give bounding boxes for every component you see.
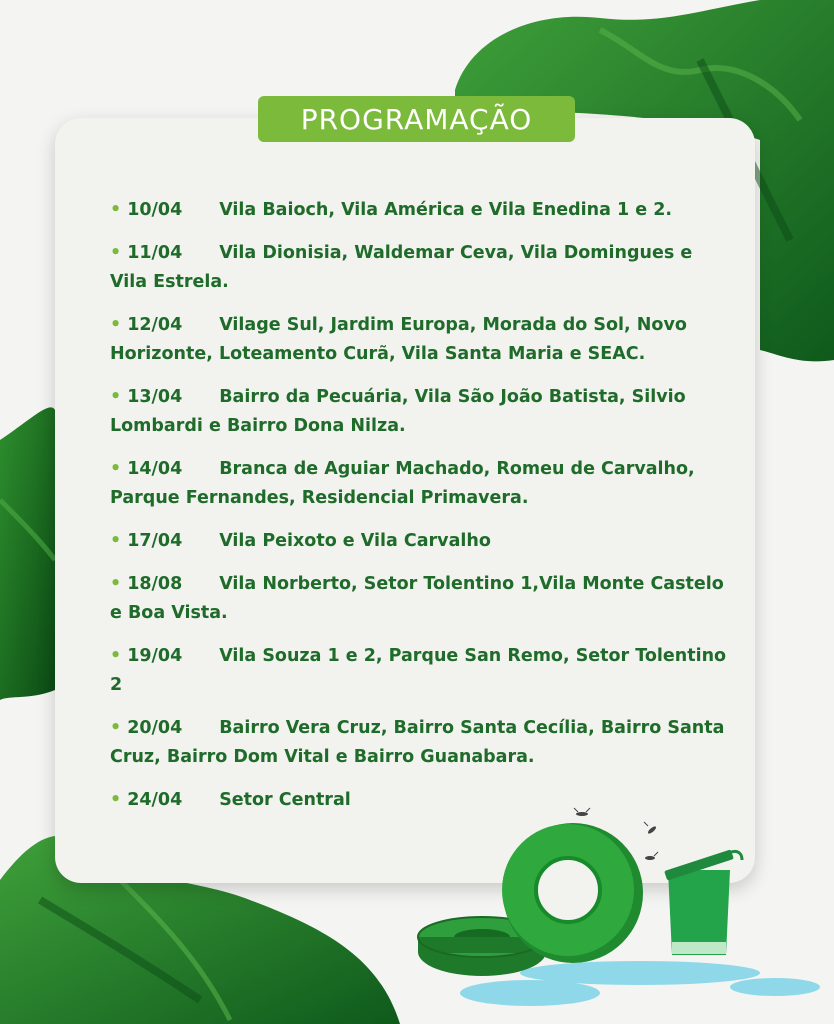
list-item bbox=[110, 196, 730, 225]
entry-places: Vila Dionisia, Waldemar Ceva, Vila Domingues e Vila Estrela. bbox=[110, 243, 693, 292]
entry-places: Vila Baioch, Vila América e Vila Enedina 1 e 2. bbox=[219, 200, 673, 220]
list-item bbox=[110, 239, 730, 297]
list-item bbox=[110, 311, 730, 369]
list-item bbox=[110, 642, 730, 700]
entry-places: Bairro Vera Cruz, Bairro Santa Cecília, Bairro Santa Cruz, Bairro Dom Vital e Bairro Guanabara. bbox=[110, 718, 725, 767]
list-item bbox=[110, 570, 730, 628]
list-item bbox=[110, 383, 730, 441]
list-item bbox=[110, 527, 730, 556]
left-leaf-shape bbox=[0, 407, 55, 700]
entry-places: Vila Peixoto e Vila Carvalho bbox=[219, 531, 491, 551]
entry-date: 20/04 bbox=[127, 718, 183, 738]
entry-date: 13/04 bbox=[127, 387, 183, 407]
bullet-icon: • bbox=[110, 574, 122, 594]
entry-date: 18/08 bbox=[127, 574, 183, 594]
bullet-icon: • bbox=[110, 459, 122, 479]
entry-date: 17/04 bbox=[127, 531, 183, 551]
bullet-icon: • bbox=[110, 387, 122, 407]
entry-date: 24/04 bbox=[127, 790, 183, 810]
bullet-icon: • bbox=[110, 200, 122, 220]
entry-places: Branca de Aguiar Machado, Romeu de Carvalho, Parque Fernandes, Residencial Primavera. bbox=[110, 459, 695, 508]
bullet-icon: • bbox=[110, 531, 122, 551]
entry-date: 19/04 bbox=[127, 646, 183, 666]
entry-places: Vila Norberto, Setor Tolentino 1,Vila Monte Castelo e Boa Vista. bbox=[110, 574, 724, 623]
entry-date: 14/04 bbox=[127, 459, 183, 479]
list-item bbox=[110, 455, 730, 513]
bullet-icon: • bbox=[110, 646, 122, 666]
entry-date: 11/04 bbox=[127, 243, 183, 263]
entry-date: 10/04 bbox=[127, 200, 183, 220]
bullet-icon: • bbox=[110, 790, 122, 810]
list-item bbox=[110, 714, 730, 772]
entry-date: 12/04 bbox=[127, 315, 183, 335]
entry-places: Bairro da Pecuária, Vila São João Batista, Silvio Lombardi e Bairro Dona Nilza. bbox=[110, 387, 686, 436]
page-title: PROGRAMAÇÃO bbox=[258, 96, 575, 142]
schedule-list bbox=[110, 196, 730, 829]
entry-places: Vila Souza 1 e 2, Parque San Remo, Setor Tolentino 2 bbox=[110, 646, 727, 695]
entry-places: Setor Central bbox=[219, 790, 351, 810]
bullet-icon: • bbox=[110, 243, 122, 263]
bullet-icon: • bbox=[110, 315, 122, 335]
list-item bbox=[110, 786, 730, 815]
entry-places: Vilage Sul, Jardim Europa, Morada do Sol, Novo Horizonte, Loteamento Curã, Vila Santa Maria e SEAC. bbox=[110, 315, 687, 364]
bullet-icon: • bbox=[110, 718, 122, 738]
